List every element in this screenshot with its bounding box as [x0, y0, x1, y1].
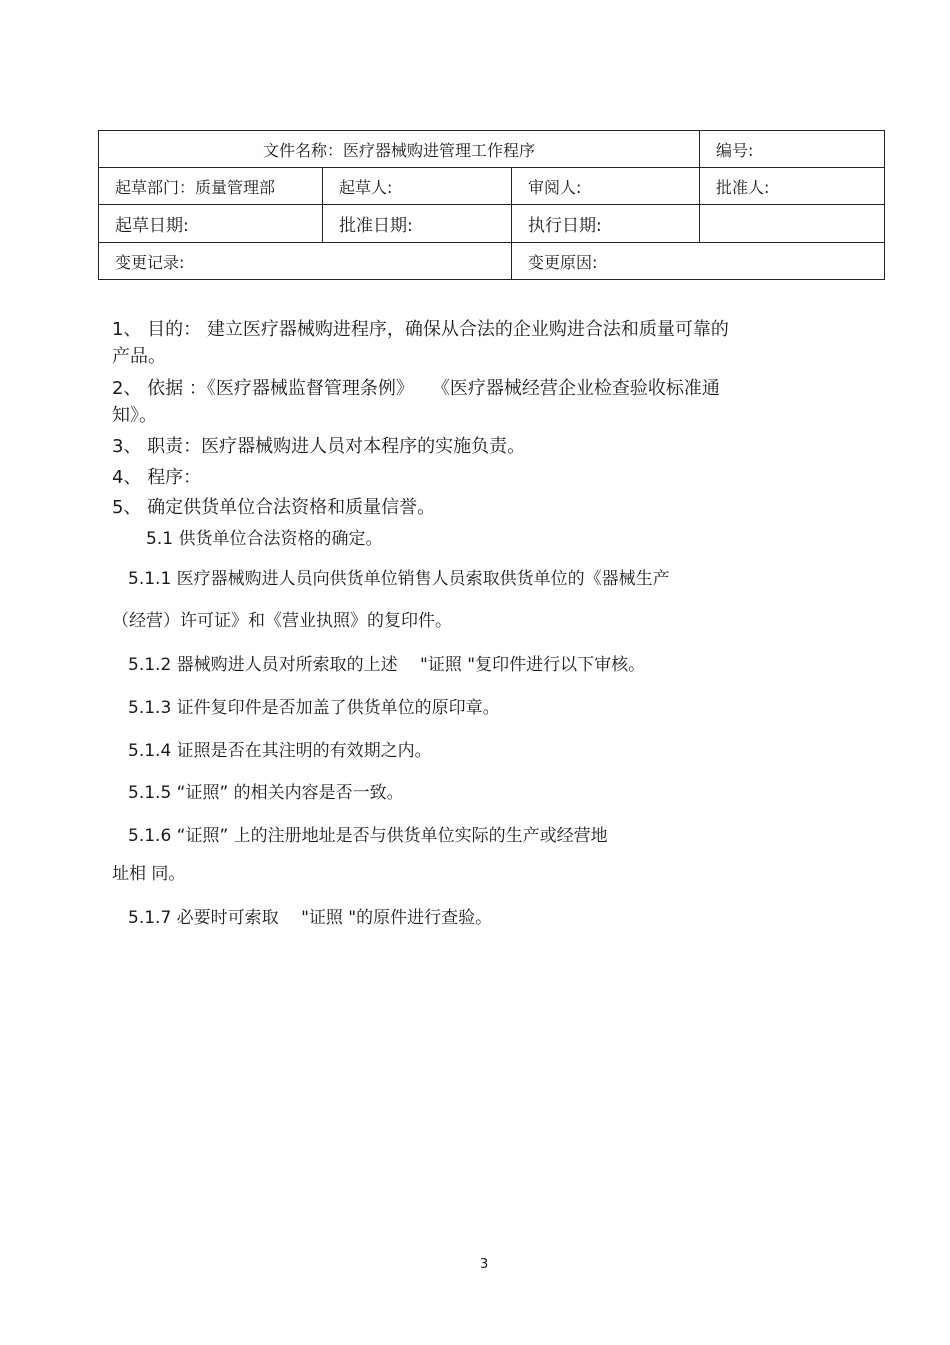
- draft-dept-cell: 起草部门：质量管理部: [99, 168, 323, 205]
- item-5-1-1-line1: 5.1.1 医疗器械购进人员向供货单位销售人员索取供货单位的《器械生产: [128, 569, 670, 589]
- item-5-1-6-line2: 址相 同。: [112, 864, 186, 884]
- item-5-1-1-line2: （经营）许可证》和《营业执照》的复印件。: [112, 611, 452, 631]
- change-record-cell: 变更记录:: [99, 243, 512, 280]
- item-5-1-4: 5.1.4 证照是否在其注明的有效期之内。: [128, 741, 432, 761]
- item-5-1-7: 5.1.7 必要时可索取 "证照 "的原件进行查验。: [128, 908, 493, 928]
- number-cell: 编号:: [700, 131, 885, 168]
- drafter-cell: 起草人:: [323, 168, 512, 205]
- item-5-1-6-line1: 5.1.6 “证照” 上的注册地址是否与供货单位实际的生产或经营地: [128, 826, 608, 846]
- section-5: 5、 确定供货单位合法资格和质量信誉。: [112, 497, 436, 518]
- draft-date-cell: 起草日期:: [99, 205, 323, 243]
- approver-cell: 批准人:: [700, 168, 885, 205]
- section-basis-line1: 2、 依据 ：《医疗器械监督管理条例》 《医疗器械经营企业检查验收标准通: [112, 378, 720, 399]
- section-duty: 3、 职责：医疗器械购进人员对本程序的实施负责。: [112, 436, 526, 457]
- file-name-cell: 文件名称：医疗器械购进管理工作程序: [99, 131, 700, 168]
- document-header-table: [98, 130, 885, 280]
- page-number: 3: [480, 1257, 489, 1272]
- item-5-1-2: 5.1.2 器械购进人员对所索取的上述 "证照 "复印件进行以下审核。: [128, 655, 646, 675]
- approve-date-cell: 批准日期:: [323, 205, 512, 243]
- section-purpose-line2: 产品。: [112, 346, 166, 367]
- section-purpose-line1: 1、 目的： 建立医疗器械购进程序，确保从合法的企业购进合法和质量可靠的: [112, 319, 729, 340]
- item-5-1-3: 5.1.3 证件复印件是否加盖了供货单位的原印章。: [128, 698, 500, 718]
- section-basis-line2: 知》。: [112, 405, 157, 426]
- section-procedure: 4、 程序：: [112, 467, 202, 488]
- empty-cell: [700, 205, 885, 243]
- subsection-5-1: 5.1 供货单位合法资格的确定。: [146, 529, 383, 549]
- reviewer-cell: 审阅人:: [512, 168, 700, 205]
- exec-date-cell: 执行日期:: [512, 205, 700, 243]
- change-reason-cell: 变更原因:: [512, 243, 885, 280]
- item-5-1-5: 5.1.5 “证照” 的相关内容是否一致。: [128, 783, 404, 803]
